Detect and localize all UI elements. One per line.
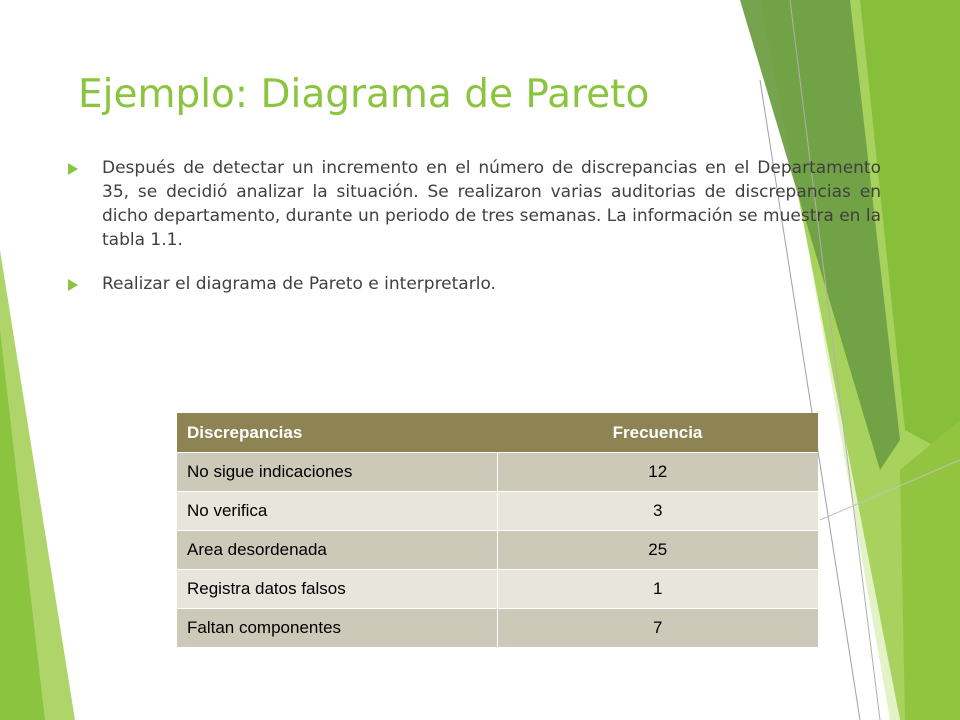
column-header-discrepancias: Discrepancias (177, 413, 497, 453)
table-header-row (177, 413, 818, 453)
table-row (177, 492, 818, 531)
table-cell: 7 (497, 609, 818, 648)
table-cell: 12 (497, 453, 818, 492)
column-header-frecuencia: Frecuencia (497, 413, 818, 453)
table-cell: Registra datos falsos (177, 570, 497, 609)
table-row (177, 453, 818, 492)
table-row (177, 531, 818, 570)
table-cell: No sigue indicaciones (177, 453, 497, 492)
right-triangle-bottom (900, 420, 960, 720)
triangle-arrow-icon (68, 163, 78, 175)
table-row (177, 609, 818, 648)
bullet-item (66, 272, 881, 296)
triangle-arrow-icon (68, 279, 78, 291)
bullet-text: Realizar el diagrama de Pareto e interpretarlo. (102, 274, 496, 294)
slide-title: Ejemplo: Diagrama de Pareto (78, 72, 650, 117)
table-cell: 1 (497, 570, 818, 609)
table-cell: 25 (497, 531, 818, 570)
table-cell: Faltan componentes (177, 609, 497, 648)
discrepancy-table (177, 413, 818, 647)
bullet-list (66, 156, 881, 296)
table-cell: Area desordenada (177, 531, 497, 570)
bullet-item (66, 156, 881, 252)
table-cell: 3 (497, 492, 818, 531)
table-row (177, 570, 818, 609)
table-cell: No verifica (177, 492, 497, 531)
bullet-text: Después de detectar un incremento en el número de discrepancias en el Departamento 35, se decidió analizar la situación. Se realizaron varias auditorias de discrepancias en dicho departamento, durante un periodo de tres semanas. La información se muestra en la tabla 1.1. (102, 158, 881, 250)
